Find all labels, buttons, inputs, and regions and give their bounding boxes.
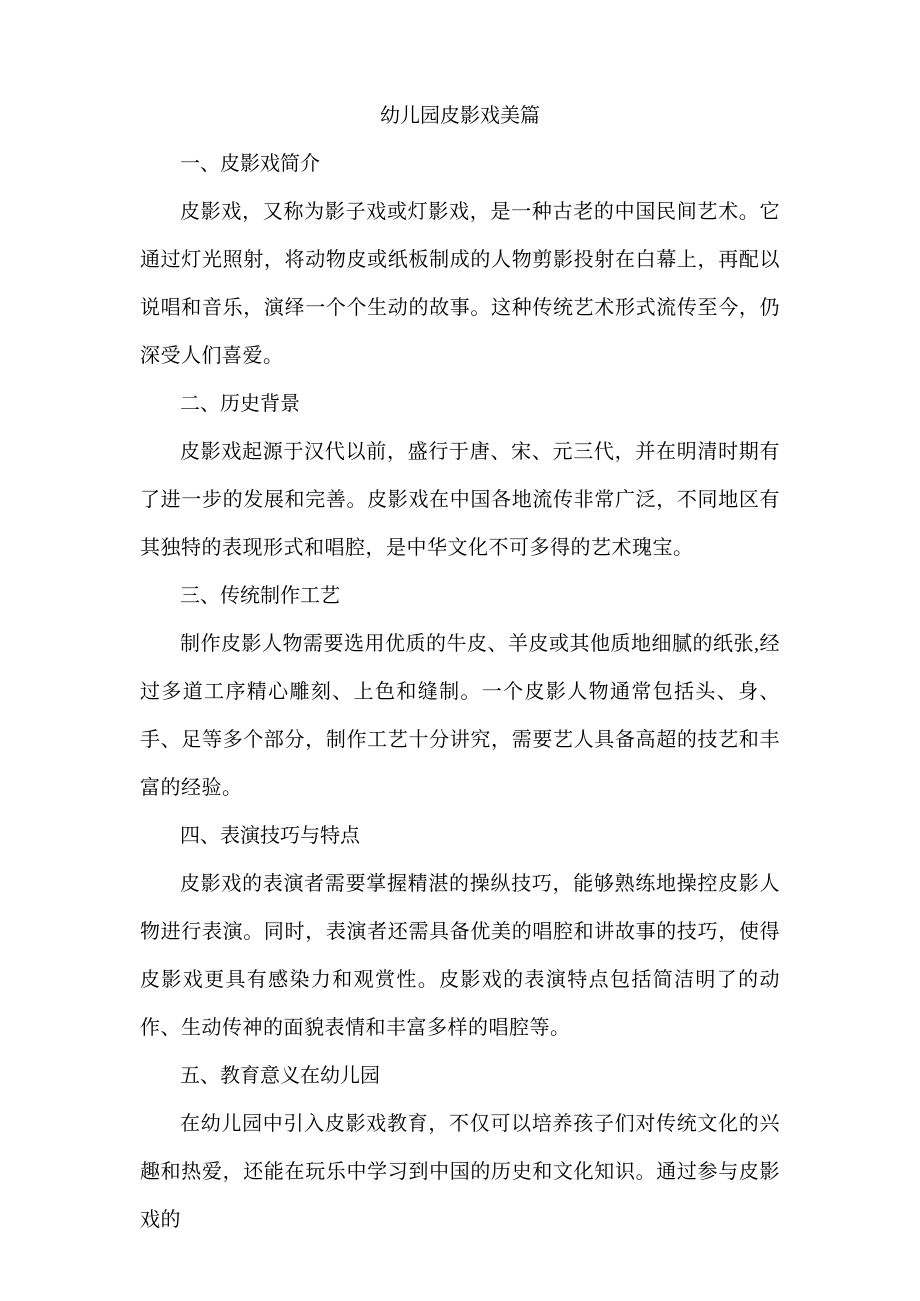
section-body: 皮影戏的表演者需要掌握精湛的操纵技巧，能够熟练地操控皮影人物进行表演。同时，表演者还需具备优美的唱腔和讲故事的技巧，使得皮影戏更具有感染力和观赏性。皮影戏的表演特点包括简洁明了的动作、生动传神的面貌表情和丰富多样的唱腔等。: [140, 873, 780, 1039]
section-body: 皮影戏起源于汉代以前，盛行于唐、宋、元三代，并在明清时期有了进一步的发展和完善。皮影戏在中国各地流传非常广泛，不同地区有其独特的表现形式和唱腔，是中华文化不可多得的艺术瑰宝。: [140, 441, 780, 559]
document-title: 幼儿园皮影戏美篇: [380, 105, 540, 127]
section-body: 皮影戏，又称为影子戏或灯影戏，是一种古老的中国民间艺术。它通过灯光照射，将动物皮或纸板制成的人物剪影投射在白幕上，再配以说唱和音乐，演绎一个个生动的故事。这种传统艺术形式流传至今，仍深受人们喜爱。: [140, 201, 780, 367]
section-heading: 五、教育意义在幼儿园: [180, 1065, 380, 1087]
section-intro: [140, 140, 780, 380]
section-body: 制作皮影人物需要选用优质的牛皮、羊皮或其他质地细腻的纸张,经过多道工序精心雕刻、上色和缝制。一个皮影人物通常包括头、身、手、足等多个部分，制作工艺十分讲究，需要艺人具备高超的技艺和丰富的经验。: [140, 633, 780, 799]
section-education: [140, 1052, 780, 1244]
section-heading: 二、历史背景: [180, 393, 300, 415]
section-heading: 四、表演技巧与特点: [180, 825, 360, 847]
section-heading: 三、传统制作工艺: [180, 585, 340, 607]
section-heading: 一、皮影戏简介: [180, 153, 320, 175]
section-history: [140, 380, 780, 572]
section-body: 在幼儿园中引入皮影戏教育，不仅可以培养孩子们对传统文化的兴趣和热爱，还能在玩乐中学习到中国的历史和文化知识。通过参与皮影戏的: [140, 1113, 780, 1231]
section-performance: [140, 812, 780, 1052]
section-craft: [140, 572, 780, 812]
